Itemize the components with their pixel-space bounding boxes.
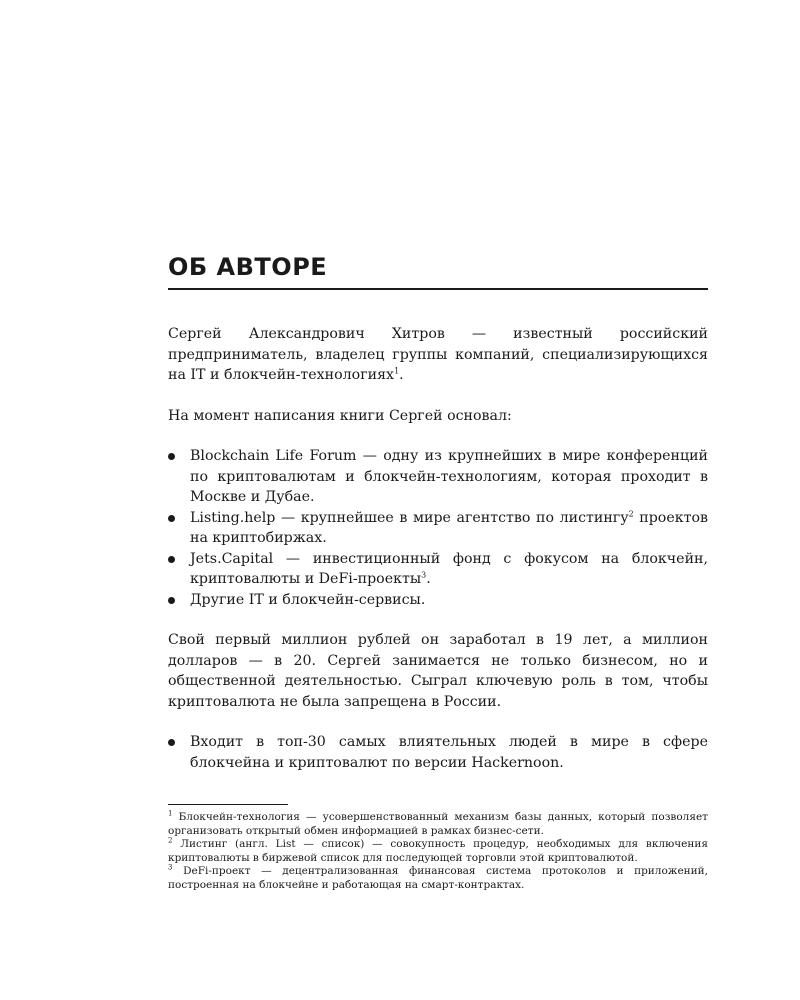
footnote-ref-1: 1 bbox=[394, 366, 400, 376]
list-item-tail: проектов на криптобиржах. bbox=[190, 509, 708, 546]
bullet-icon bbox=[168, 453, 175, 460]
ventures-list bbox=[168, 446, 708, 610]
recognition-list bbox=[168, 732, 708, 773]
bullet-icon bbox=[168, 556, 175, 563]
title-underline bbox=[168, 288, 708, 290]
footnote-1 bbox=[168, 811, 708, 838]
list-item-text: Входит в топ-30 самых влиятельных людей в мире в сфере блокчейна и криптовалют по версии Hackernoon. bbox=[190, 734, 708, 771]
footnote-text: DeFi-проект — децентрализованная финансовая система протоколов и приложений, построенная на блокчейне и работающая на смарт-контрактах. bbox=[168, 865, 708, 891]
page-content bbox=[168, 250, 708, 793]
list-item bbox=[168, 732, 708, 773]
bullet-icon bbox=[168, 739, 175, 746]
list-item bbox=[168, 446, 708, 508]
footnote-text: Листинг (англ. List — список) — совокупность процедур, необходимых для включения криптовалюты в биржевой список для последующей торговли этой криптовалютой. bbox=[168, 838, 708, 864]
list-item bbox=[168, 549, 708, 590]
intro-text: Сергей Александрович Хитров — известный российский предприниматель, владелец группы компаний, специализирующихся на IT и блокчейн-технологиях bbox=[168, 326, 708, 383]
intro-end: . bbox=[399, 367, 404, 383]
page-title: ОБ АВТОРЕ bbox=[168, 253, 328, 281]
list-item-text: Другие IT и блокчейн-сервисы. bbox=[190, 591, 426, 608]
list-item bbox=[168, 508, 708, 549]
founded-lead: На момент написания книги Сергей основал: bbox=[168, 407, 512, 424]
footnote-number: 1 bbox=[168, 809, 173, 818]
footnote-3 bbox=[168, 865, 708, 892]
footnote-text: Блокчейн-технология — усовершенствованный механизм базы данных, который позволяет организовать открытый обмен информацией в рамках бизнес-сети. bbox=[168, 811, 708, 837]
footnote-divider bbox=[168, 804, 288, 805]
bullet-icon bbox=[168, 597, 175, 604]
intro-paragraph bbox=[168, 324, 708, 386]
list-item-tail: . bbox=[426, 571, 431, 587]
footnote-ref-2: 2 bbox=[628, 508, 634, 518]
list-item-text: Jets.Capital — инвестиционный фонд с фокусом на блокчейн, криптовалюты и DeFi-проекты bbox=[190, 550, 708, 587]
achievements-paragraph: Свой первый миллион рублей он заработал в 19 лет, а миллион долларов — в 20. Сергей занимается не только бизнесом, но и общественной деятельностью. Сыграл ключевую роль в том, чтобы криптовалюта не была запрещена в России. bbox=[168, 632, 708, 710]
footnote-ref-3: 3 bbox=[421, 570, 427, 580]
footnotes bbox=[168, 804, 708, 892]
footnote-number: 2 bbox=[168, 836, 173, 845]
list-item-text: Blockchain Life Forum — одну из крупнейших в мире конференций по криптовалютам и блокчейн-технологиям, которая проходит в Москве и Дубае. bbox=[190, 448, 708, 505]
footnote-number: 3 bbox=[168, 863, 173, 872]
footnote-2 bbox=[168, 838, 708, 865]
list-item-text: Listing.help — крупнейшее в мире агентство по листингу bbox=[190, 509, 629, 526]
bullet-icon bbox=[168, 515, 175, 522]
list-item bbox=[168, 590, 708, 611]
